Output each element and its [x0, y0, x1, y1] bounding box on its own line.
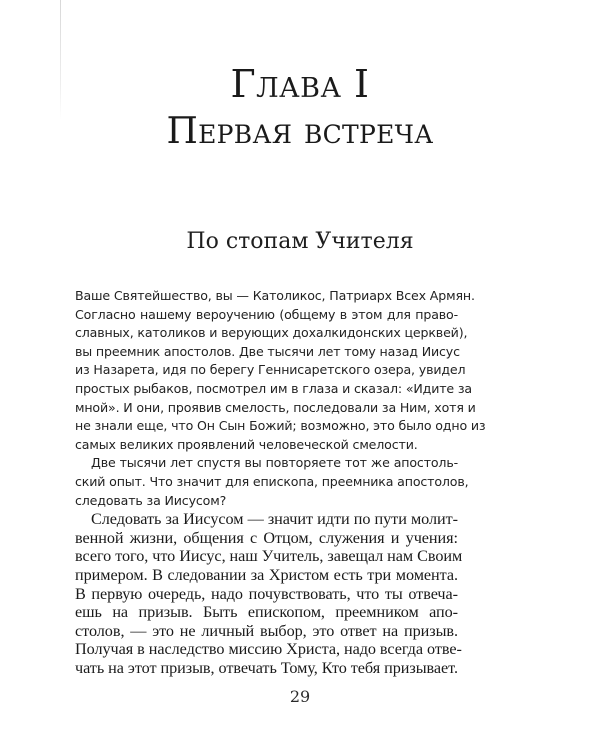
text-line: из Назарета, идя по берегу Геннисаретского озера, увидел: [75, 362, 466, 378]
text-line: ский опыт. Что значит для епископа, преемника апостолов,: [75, 473, 469, 489]
text-line: столов, — это не личный выбор, это ответ на призыв.: [75, 621, 458, 640]
text-line: следовать за Иисусом?: [75, 492, 227, 508]
paragraph: [75, 287, 486, 454]
chapter-number: Глава I: [230, 62, 370, 106]
text-line: Ваше Святейшество, вы — Католикос, Патриарх Всех Армян.: [75, 288, 475, 303]
paragraph: [75, 454, 469, 510]
text-line: Следовать за Иисусом — значит идти по пути молит-: [91, 510, 458, 529]
text-line: Получая в наследство миссию Христа, надо всегда отве-: [75, 640, 462, 659]
text-line: примером. В следовании за Христом есть три момента.: [75, 565, 458, 584]
body-text: [75, 287, 486, 677]
text-line: венной жизни, общения с Отцом, служения и учения:: [75, 528, 458, 547]
chapter-title: Первая встреча: [166, 111, 434, 152]
section-title: По стопам Учителя: [186, 229, 414, 254]
text-line: мной». И они, проявив смелость, последовали за Ним, хотя и: [75, 399, 476, 415]
text-line: простых рыбаков, посмотрел им в глаза и сказал: «Идите за: [75, 380, 472, 396]
text-line: Согласно нашему вероучению (общему в этом для право-: [75, 306, 458, 322]
text-line: всего того, что Иисус, наш Учитель, завещал нам Своим: [75, 547, 463, 566]
page-number: 29: [289, 687, 311, 706]
text-line: не знали еще, что Он Сын Божий; возможно, это было одно из: [75, 418, 486, 434]
text-line: вы преемник апостолов. Две тысячи лет тому назад Иисус: [75, 343, 460, 359]
text-line: чать на этот призыв, отвечать Тому, Кто тебя призывает.: [75, 658, 458, 677]
text-line: Две тысячи лет спустя вы повторяете тот же апостоль-: [91, 455, 458, 471]
text-line: ешь на призыв. Быть епископом, преемником апо-: [75, 603, 458, 622]
text-line: самых великих проявлений человеческой смелости.: [75, 436, 418, 452]
paragraph: [75, 510, 463, 677]
text-line: В первую очередь, надо почувствовать, что ты отвеча-: [75, 584, 458, 603]
text-line: славных, католиков и верующих дохалкидонских церквей),: [75, 325, 468, 341]
